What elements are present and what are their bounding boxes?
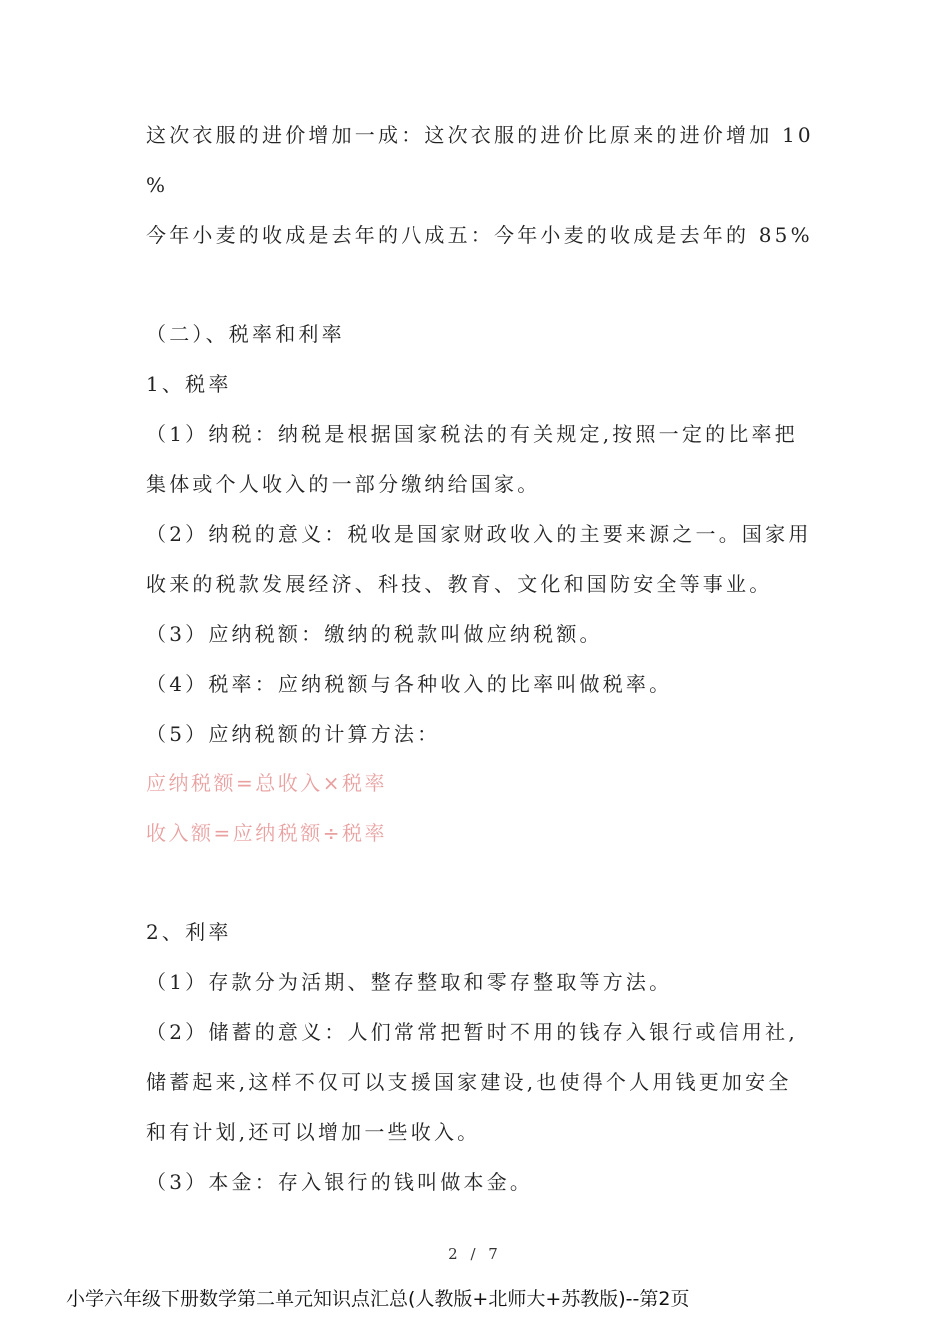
text-line-calculation-method: （5）应纳税额的计算方法：	[146, 722, 441, 746]
text-line-tax-rate-definition: （4）税率：应纳税额与各种收入的比率叫做税率。	[146, 672, 673, 696]
text-line-deposit-types: （1）存款分为活期、整存整取和零存整取等方法。	[146, 970, 673, 994]
text-line-taxation-2: 集体或个人收入的一部分缴纳给国家。	[146, 472, 541, 496]
text-line-savings-meaning-1: （2）储蓄的意义：人们常常把暂时不用的钱存入银行或信用社,	[146, 1020, 798, 1044]
text-line-cost-increase: 这次衣服的进价增加一成：这次衣服的进价比原来的进价增加 10	[146, 123, 814, 147]
subheading-tax-rate: 1、税率	[146, 372, 232, 396]
text-line-principal: （3）本金：存入银行的钱叫做本金。	[146, 1170, 534, 1194]
text-line-percent-wrap: %	[146, 173, 169, 197]
subheading-interest-rate: 2、利率	[146, 920, 232, 944]
text-line-tax-meaning-1: （2）纳税的意义：税收是国家财政收入的主要来源之一。国家用	[146, 522, 812, 546]
text-line-wheat-harvest: 今年小麦的收成是去年的八成五：今年小麦的收成是去年的 85%	[146, 223, 813, 247]
text-line-savings-meaning-2: 储蓄起来,这样不仅可以支援国家建设,也使得个人用钱更加安全	[146, 1070, 792, 1094]
page-number: 2 / 7	[448, 1245, 502, 1263]
formula-income: 收入额=应纳税额÷税率	[146, 821, 388, 845]
document-footer: 小学六年级下册数学第二单元知识点汇总(人教版+北师大+苏教版)--第2页	[66, 1288, 690, 1310]
section-heading-tax-interest: （二）、税率和利率	[146, 322, 345, 346]
text-line-tax-payable: （3）应纳税额：缴纳的税款叫做应纳税额。	[146, 622, 603, 646]
text-line-tax-meaning-2: 收来的税款发展经济、科技、教育、文化和国防安全等事业。	[146, 572, 773, 596]
text-line-savings-meaning-3: 和有计划,还可以增加一些收入。	[146, 1120, 481, 1144]
text-line-taxation-1: （1）纳税：纳税是根据国家税法的有关规定,按照一定的比率把	[146, 422, 798, 446]
formula-tax-payable: 应纳税额=总收入×税率	[146, 771, 388, 795]
